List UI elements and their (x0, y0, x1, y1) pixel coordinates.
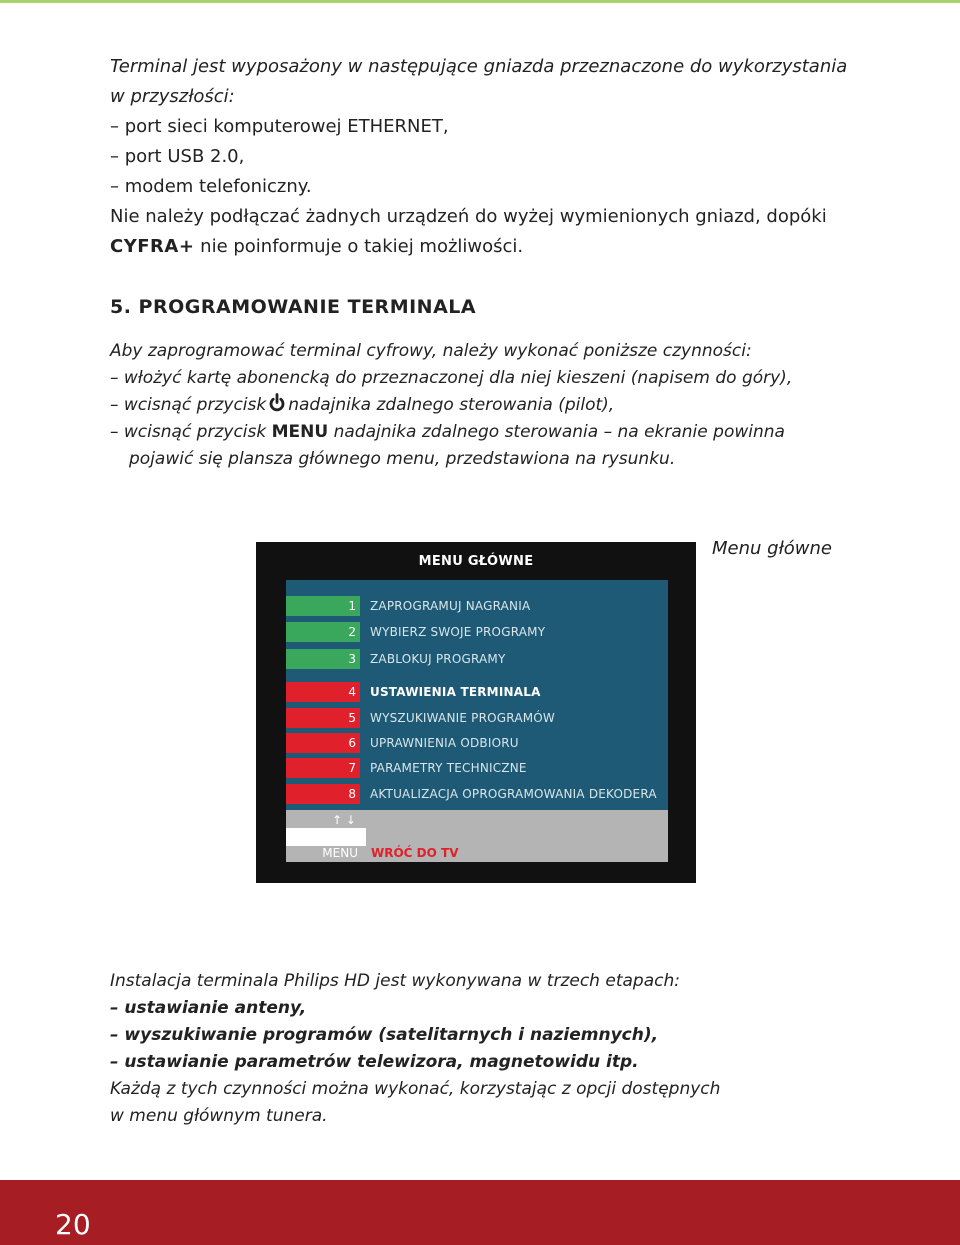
menu-key-label: MENU (271, 422, 329, 442)
menu-item-label: ZAPROGRAMUJ NAGRANIA (370, 599, 531, 613)
instruction-step-3-pre: – wcisnąć przycisk (110, 422, 267, 442)
menu-item-7[interactable] (286, 758, 668, 778)
footer-bar (0, 1180, 960, 1245)
section-heading: 5. PROGRAMOWANIE TERMINALA (110, 296, 477, 318)
instructions-intro: Aby zaprogramować terminal cyfrowy, należy wykonać poniższe czynności: (110, 341, 752, 361)
install-outro-1: Każdą z tych czynności można wykonać, korzystając z opcji dostępnych (110, 1079, 721, 1099)
install-step-3: – ustawianie parametrów telewizora, magnetowidu itp. (110, 1052, 639, 1072)
menu-item-number: 3 (286, 649, 360, 669)
menu-item-2[interactable] (286, 622, 668, 642)
warning-line-1: Nie należy podłączać żadnych urządzeń do wyżej wymienionych gniazd, dopóki (110, 206, 827, 227)
instruction-step-1: – włożyć kartę abonencką do przeznaczonej dla niej kieszeni (napisem do góry), (110, 368, 793, 388)
menu-item-8[interactable] (286, 784, 668, 804)
menu-item-number: 7 (286, 758, 360, 778)
warning-line-2 (110, 232, 870, 262)
menu-item-label: WYSZUKIWANIE PROGRAMÓW (370, 711, 555, 725)
menu-item-number: 2 (286, 622, 360, 642)
instruction-step-3-post: nadajnika zdalnego sterowania – na ekranie powinna (333, 422, 785, 442)
figure-caption: Menu główne (712, 538, 832, 559)
install-intro: Instalacja terminala Philips HD jest wykonywana w trzech etapach: (110, 971, 680, 991)
menu-item-6[interactable] (286, 733, 668, 753)
port-item-ethernet: – port sieci komputerowej ETHERNET, (110, 116, 449, 137)
menu-item-4[interactable] (286, 682, 668, 702)
menu-item-label: UPRAWNIENIA ODBIORU (370, 736, 519, 750)
install-step-2: – wyszukiwanie programów (satelitarnych i naziemnych), (110, 1025, 659, 1045)
instruction-step-3 (110, 419, 870, 446)
menu-item-number: 1 (286, 596, 360, 616)
menu-item-number: 5 (286, 708, 360, 728)
menu-item-label: USTAWIENIA TERMINALA (370, 685, 541, 699)
instruction-step-3-line-2: pojawić się plansza głównego menu, przedstawiona na rysunku. (129, 449, 676, 469)
menu-item-1[interactable] (286, 596, 668, 616)
power-icon (268, 393, 286, 413)
install-step-1: – ustawianie anteny, (110, 998, 307, 1018)
port-item-usb: – port USB 2.0, (110, 146, 245, 167)
menu-item-number: 6 (286, 733, 360, 753)
menu-item-number: 8 (286, 784, 360, 804)
menu-title: MENU GŁÓWNE (418, 554, 534, 569)
menu-item-number: 4 (286, 682, 360, 702)
menu-item-label: ZABLOKUJ PROGRAMY (370, 652, 506, 666)
back-to-tv-option[interactable]: WRÓĆ DO TV (371, 846, 459, 860)
menu-item-5[interactable] (286, 708, 668, 728)
instruction-step-2-post: nadajnika zdalnego sterowania (pilot), (288, 395, 615, 415)
main-menu-screen (256, 542, 696, 883)
menu-item-label: AKTUALIZACJA OPROGRAMOWANIA DEKODERA (370, 787, 657, 801)
menu-key: MENU (322, 846, 358, 860)
menu-item-label: PARAMETRY TECHNICZNE (370, 761, 527, 775)
up-down-arrows-icon: ↑ ↓ (332, 813, 356, 827)
install-outro-2: w menu głównym tunera. (110, 1106, 328, 1126)
instruction-step-2 (110, 392, 870, 419)
warning-line-2-text: nie poinformuje o takiej możliwości. (200, 236, 524, 257)
instructions-paragraph (110, 338, 870, 473)
page-number: 20 (55, 1208, 91, 1241)
instruction-step-2-pre: – wcisnąć przycisk (110, 395, 267, 415)
menu-item-label: WYBIERZ SWOJE PROGRAMY (370, 625, 546, 639)
port-item-modem: – modem telefoniczny. (110, 176, 312, 197)
intro-line-2: w przyszłości: (110, 86, 235, 107)
menu-item-3[interactable] (286, 649, 668, 669)
installation-paragraph (110, 968, 870, 1130)
top-border (0, 0, 960, 3)
intro-paragraph (110, 52, 870, 262)
intro-line-1: Terminal jest wyposażony w następujące gniazda przeznaczone do wykorzystania (110, 56, 848, 77)
brand-name: CYFRA+ (110, 236, 195, 257)
